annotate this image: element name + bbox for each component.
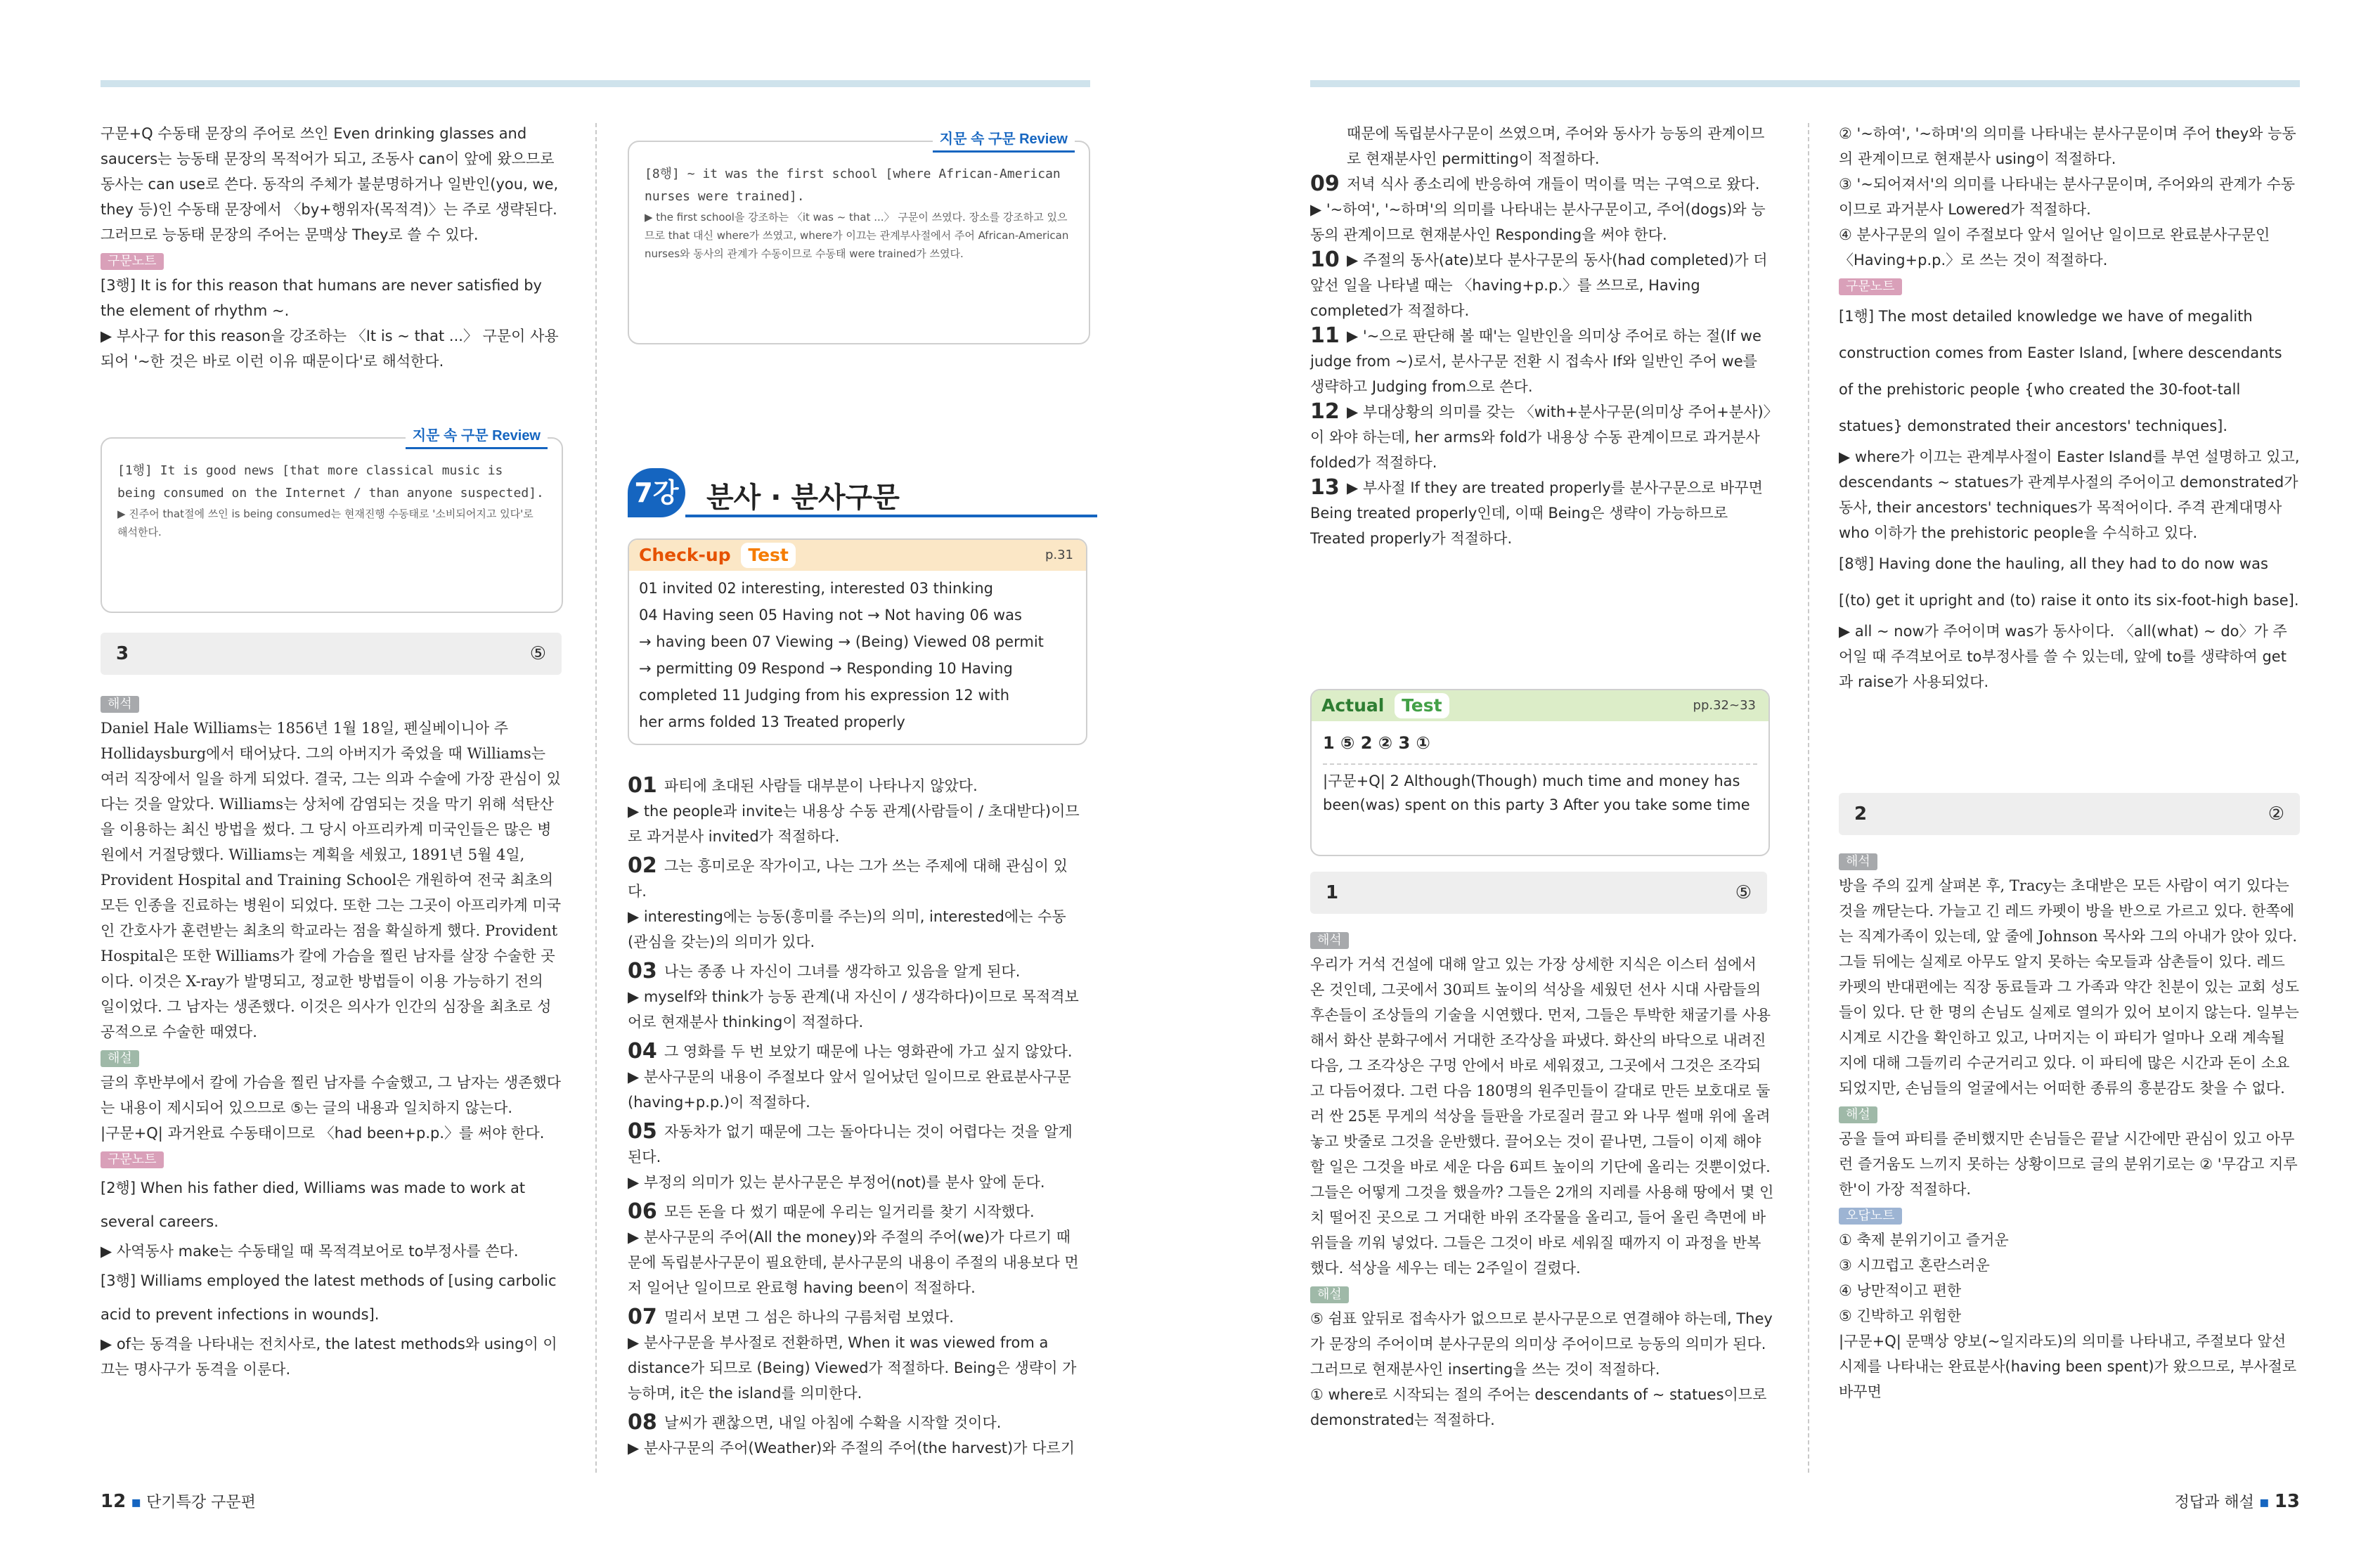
answer-bar-2	[1839, 793, 2300, 835]
right-column-divider	[1808, 123, 1809, 1473]
explanation-item: 06 모든 돈을 다 썼기 때문에 우리는 일거리를 찾기 시작했다. ▶ 분사구문의 주어(All the money)와 주절의 주어(we)가 다르기 때문에 독립분사구문이 필요한데, 분사구문의 내용이 주절의 내용보다 먼저 일어난 일이므로 완료형 having been이 적절하다.	[628, 1199, 1079, 1296]
passage-syntax-review-box-2	[628, 131, 1090, 344]
left-page-footer	[101, 1490, 256, 1512]
answer-bar-1	[1310, 872, 1767, 914]
left-page-column-1-lower	[101, 690, 562, 1382]
wrong-option: ③ 시끄럽고 혼란스러운	[1839, 1257, 1990, 1274]
checkup-page: p.31	[1045, 548, 1073, 562]
syntax-q-line: |구문+Q| 과거완료 수동태이므로 〈had been+p.p.〉를 써야 한다.	[101, 1125, 545, 1142]
explanation-item: 10 ▶ 주절의 동사(ate)보다 분사구문의 동사(had completed)가 더 앞선 일을 나타낼 때는 〈having+p.p.〉를 쓰므로, Having completed가 적절하다.	[1310, 247, 1768, 319]
answer-number: 2	[1854, 803, 1868, 825]
syntax-q-paragraph: 구문+Q 수동태 문장의 주어로 쓰인 Even drinking glasses and saucers는 능동태 문장의 목적어가 되고, 조동사 can이 앞에 왔으므로 동사는 can use로 쓴다. 동작의 주체가 불분명하거나 일반인(you, we, they 등)인 수동태 문장에서 〈by+행위자(목적격)〉는 주로 생략된다. 그러므로 능동태 문장의 주어는 문맥상 They로 쓸 수 있다.	[101, 125, 559, 243]
review-header: 지문 속 구문 Review	[406, 425, 548, 449]
syntax-note-tag-2: 구문노트	[101, 1151, 164, 1168]
checkup-header	[629, 540, 1086, 571]
syntax-note-line: [1행] The most detailed knowledge we have of megalith construction comes from Easter Island, [where descendants of the prehistoric people {who created the 30-foot-tall statues} demonstrated their ancestors' techniques].	[1839, 308, 2282, 434]
actual-test-box	[1310, 689, 1770, 856]
translation-tag: 해석	[1310, 932, 1349, 949]
left-page-top-bar	[101, 80, 1090, 87]
right-page-top-bar	[1310, 80, 2300, 87]
footer-dot: ▪	[131, 1494, 142, 1511]
chapter-number-badge: 7강	[628, 468, 685, 517]
explanation-item: 07 멀리서 보면 그 섬은 하나의 구름처럼 보였다. ▶ 분사구문을 부사절로 전환하면, When it was viewed from a distance가 되므로 (Being) Viewed가 적절하다. Being은 생략이 가능하며, it은 the island를 의미한다.	[628, 1305, 1077, 1402]
actual-header	[1312, 690, 1768, 721]
actual-title: Actual	[1321, 695, 1385, 716]
syntax-note-tag: 구문노트	[101, 253, 164, 270]
syntax-note-explanation: ▶ where가 이끄는 관계부사절이 Easter Island를 부연 설명하고 있고, descendants ~ statues가 관계부사절의 주어이고 demonstrated가 동사, their ancestors' techniques가 목적어이다. 주격 관계대명사 who 이하가 the prehistoric people을 수식하고 있다.	[1839, 448, 2300, 541]
explanation-item: 11 ▶ '~으로 판단해 볼 때'는 일반인을 의미상 주어로 하는 절(If we judge from ~)로서, 분사구문 전환 시 접속사 If와 일반인 주어 we를 생략하고 Judging from으로 쓴다.	[1310, 323, 1761, 395]
chapter-underline	[685, 515, 1097, 517]
page-number: 13	[2274, 1491, 2300, 1512]
option-explanation: ② '~하여', '~하며'의 의미를 나타내는 분사구문이며 주어 they와 능동의 관계이므로 현재분사 using이 적절하다.	[1839, 125, 2296, 167]
explanation-item: 01 파티에 초대된 사람들 대부분이 나타나지 않았다. ▶ the people과 invite는 내용상 수동 관계(사람들이 / 초대받다)이므로 과거분사 invited가 적절하다.	[628, 773, 1080, 845]
checkup-line: 04 Having seen 05 Having not → Not having 06 was	[639, 607, 1022, 624]
book-title: 단기특강 구문편	[146, 1494, 256, 1511]
chapter-heading	[628, 468, 1097, 520]
explanation-item: 02 그는 흥미로운 작가이고, 나는 그가 쓰는 주제에 대해 관심이 있다. ▶ interesting에는 능동(흥미를 주는)의 의미, interested에는 수동(관심을 갖는)의 의미가 있다.	[628, 853, 1068, 950]
explanation-item: 05 자동차가 없기 때문에 그는 돌아다니는 것이 어렵다는 것을 알게 된다. ▶ 부정의 의미가 있는 분사구문은 부정어(not)를 분사 앞에 둔다.	[628, 1119, 1073, 1191]
actual-sub: Test	[1395, 693, 1449, 718]
checkup-line: 01 invited 02 interesting, interested 03 thinking	[639, 580, 993, 597]
review-header: 지문 속 구문 Review	[933, 128, 1075, 153]
answer-value: ⑤	[529, 643, 546, 664]
answer-number: 3	[116, 643, 129, 664]
explanation-item: 04 그 영화를 두 번 보았기 때문에 나는 영화관에 가고 싶지 않았다. ▶ 분사구문의 내용이 주절보다 앞서 일어났던 일이므로 완료분사구문(having+p.p.)이 적절하다.	[628, 1039, 1073, 1111]
explanation-item: 09 저녁 식사 종소리에 반응하여 개들이 먹이를 먹는 구역으로 왔다. ▶ '~하여', '~하며'의 의미를 나타내는 분사구문이고, 주어(dogs)와 능동의 관계이므로 현재분사인 Responding을 써야 한다.	[1310, 172, 1766, 243]
translation-text: Daniel Hale Williams는 1856년 1월 18일, 펜실베이니아 주 Hollidaysburg에서 태어났다. 그의 아버지가 죽었을 때 Williams는 여러 직장에서 일을 하게 되었다. 결국, 그는 의과 수술에 가장 관심이 있다는 것을 알았다. Williams는 상처에 감염되는 것을 막기 위해 석탄산을 이용하는 최신 방법을 썼다. 그 당시 아프리카계 미국인들은 많은 병원에서 거절당했다. Williams는 계획을 세웠고, 1891년 5월 4일, Provident Hospital and Training School은 개원하여 전국 최초의 모든 인종을 진료하는 병원이 되었다. 또한 그는 그곳이 아프리카계 미국인 간호사가 훈련받는 최초의 학교라는 점을 확실하게 했다. Provident Hospital은 또한 Williams가 칼에 가슴을 찔린 남자를 살장 수술한 곳이다. 이것은 X-ray가 발명되고, 정교한 방법들이 이용 가능하기 전의 일이었다. 그 남자는 생존했다. 이것은 의사가 인간의 심장을 최초로 성공적으로 수술한 때였다.	[101, 720, 562, 1040]
syntax-note-line-2: [8행] Having done the hauling, all they had to do now was [(to) get it upright and (to) raise it onto its six-foot-high base].	[1839, 555, 2299, 609]
translation-tag: 해석	[1839, 853, 1877, 870]
explanation-text-1: ⑤ 쉼표 앞뒤로 접속사가 없으므로 분사구문으로 연결해야 하는데, They가 문장의 주어이며 분사구문의 의미상 주어이므로 능동의 의미가 된다. 그러므로 현재분사인 inserting을 쓰는 것이 적절하다.	[1310, 1310, 1773, 1378]
right-page-column-1-lower	[1310, 926, 1774, 1433]
explanation-text: 공을 들여 파티를 준비했지만 손님들은 끝날 시간에만 관심이 있고 아무런 즐거움도 느끼지 못하는 상황이므로 글의 분위기로는 ② '무감고 지루한'이 가장 적절하다.	[1839, 1130, 2298, 1198]
syntax-q-line: |구문+Q| 문맥상 양보(~일지라도)의 의미를 나타내고, 주절보다 앞선 시제를 나타내는 완료분사(having been spent)가 왔으므로, 부사절로 바꾸면	[1839, 1333, 2297, 1400]
syntax-note-exp-2: ▶ 사역동사 make는 수동태일 때 목적격보어로 to부정사를 쓴다.	[101, 1243, 519, 1260]
answer-bar-3	[101, 633, 562, 675]
explanation-text-2: ① where로 시작되는 절의 주어는 descendants of ~ statues이므로 demonstrated는 적절하다.	[1310, 1386, 1767, 1428]
checkup-line: her arms folded 13 Treated properly	[639, 713, 905, 730]
wrong-option: ④ 낭만적이고 편한	[1839, 1282, 1962, 1299]
actual-divider	[1323, 763, 1757, 765]
answer-value: ⑤	[1735, 882, 1752, 903]
passage-syntax-review-box-1	[101, 428, 563, 613]
explanation-tag: 해설	[1839, 1106, 1877, 1123]
checkup-line: → having been 07 Viewing → (Being) Viewed 08 permit	[639, 633, 1044, 650]
page-number: 12	[101, 1491, 127, 1512]
checkup-test-box	[628, 538, 1087, 745]
answer-value: ②	[2268, 803, 2284, 825]
translation-tag: 해석	[101, 696, 139, 713]
checkup-line: completed 11 Judging from his expression 12 with	[639, 687, 1010, 704]
explanation-item: 12 ▶ 부대상황의 의미를 갖는 〈with+분사구문(의미상 주어+분사)〉이 와야 하는데, her arms와 fold가 내용상 수동 관계이므로 과거분사 folded가 적절하다.	[1310, 399, 1771, 471]
left-column-divider	[595, 123, 597, 1473]
syntax-note-line-3: [3행] Williams employed the latest methods of [using carbolic acid to prevent infections in wounds].	[101, 1272, 557, 1323]
actual-answers: 1 ⑤ 2 ② 3 ①	[1323, 733, 1430, 753]
syntax-note-explanation-2: ▶ all ~ now가 주어이며 was가 동사이다. 〈all(what) ~ do〉가 주어일 때 주격보어로 to부정사를 쓸 수 있는데, 앞에 to를 생략하여 get과 raise가 사용되었다.	[1839, 623, 2287, 690]
syntax-note-line: [3행] It is for this reason that humans are never satisfied by the element of rhythm ~.	[101, 277, 542, 319]
answer-number: 1	[1326, 882, 1339, 903]
footer-dot: ▪	[2258, 1494, 2270, 1511]
checkup-sub: Test	[741, 543, 796, 568]
wrong-option: ⑤ 긴박하고 위험한	[1839, 1307, 1962, 1324]
option-explanation: ④ 분사구문의 일이 주절보다 앞서 일어난 일이므로 완료분사구문인 〈Having+p.p.〉로 쓰는 것이 적절하다.	[1839, 226, 2270, 269]
checkup-explanations	[628, 773, 1085, 1461]
right-page-column-2	[1839, 121, 2300, 695]
explanation-item: 03 나는 종종 나 자신이 그녀를 생각하고 있음을 알게 된다. ▶ myself와 think가 능동 관계(내 자신이 / 생각하다)이므로 목적격보어로 현재분사 thinking이 적절하다.	[628, 959, 1079, 1031]
syntax-note-line-2: [2행] When his father died, Williams was made to work at several careers.	[101, 1180, 526, 1230]
option-explanation: ③ '~되어져서'의 의미를 나타내는 분사구문이며, 주어와의 관계가 수동이므로 과거분사 Lowered가 적절하다.	[1839, 176, 2296, 218]
right-page-column-2-lower	[1839, 848, 2300, 1404]
syntax-note-tag: 구문노트	[1839, 278, 1902, 295]
right-page-footer	[2175, 1490, 2300, 1512]
continued-text: 때문에 독립분사구문이 쓰였으며, 주어와 동사가 능동의 관계이므로 현재분사인 permitting이 적절하다.	[1347, 125, 1765, 167]
checkup-line: → permitting 09 Respond → Responding 10 Having	[639, 660, 1013, 677]
syntax-note-exp-3: ▶ of는 동격을 나타내는 전치사로, the latest methods와 using이 이끄는 명사구가 동격을 이룬다.	[101, 1336, 557, 1378]
review-explanation: ▶ the first school을 강조하는 〈it was ~ that ...〉 구문이 쓰였다. 장소를 강조하고 있으므로 that 대신 where가 쓰였고, where가 이끄는 관계부사절에서 주어 African-American nurses와 동사의 관계가 수동이므로 수동태 were trained가 쓰였다.	[645, 211, 1069, 260]
explanation-tag: 해설	[101, 1050, 139, 1067]
translation-text: 우리가 거석 건설에 대해 알고 있는 가장 상세한 지식은 이스터 섬에서 온 것인데, 그곳에서 30피트 높이의 석상을 세웠던 선사 시대 사람들의 후손들이 조상들의 기술을 시연했다. 먼저, 그들은 투박한 채굴기를 사용해서 화산 분화구에서 거대한 조각상을 파냈다. 화산의 바닥으로 내려진 다음, 그 조각상은 구멍 안에서 바로 세워졌고, 그곳에서 그것은 조각되고 다듬어졌다. 그런 다음 180명의 원주민들이 갈대로 만든 보호대로 둘러 싼 25톤 무게의 석상을 들판을 가로질러 끌고 와 나무 썰매 위에 올려놓고 밧줄로 그것을 운반했다. 끌어오는 것이 끝나면, 그들이 이제 해야 할 일은 그것을 바로 세운 다음 6피트 높이의 기단에 올리는 것뿐이었다. 그들은 어떻게 그것을 했을까? 그들은 2개의 지레를 사용해 땅에서 몇 인치 떨어진 곳으로 그 거대한 바위 조각물을 올리고, 들어 올린 측면에 바위들을 끼워 넣었다. 그들은 그것이 바로 세워질 때까지 이 과정을 반복했다. 석상을 세우는 데는 2주일이 걸렸다.	[1310, 956, 1774, 1277]
footer-title: 정답과 해설	[2174, 1494, 2254, 1511]
explanation-item: 08 날씨가 괜찮으면, 내일 아침에 수확을 시작할 것이다. ▶ 분사구문의 주어(Weather)와 주절의 주어(the harvest)가 다르기	[628, 1410, 1075, 1457]
chapter-title: 분사 · 분사구문	[706, 482, 900, 514]
explanation-text: 글의 후반부에서 칼에 가슴을 찔린 남자를 수술했고, 그 남자는 생존했다는 내용이 제시되어 있으므로 ⑤는 글의 내용과 일치하지 않는다.	[101, 1074, 562, 1116]
review-explanation: ▶ 진주어 that절에 쓰인 is being consumed는 현재진행 수동태로 '소비되어지고 있다'로 해석한다.	[117, 508, 533, 538]
explanation-item: 13 ▶ 부사절 If they are treated properly를 분사구문으로 바꾸면 Being treated properly인데, 이때 Being은 생략이 가능하므로 Treated properly가 적절하다.	[1310, 475, 1763, 547]
checkup-answers	[639, 575, 1076, 735]
wrong-answer-note-tag: 오답노트	[1839, 1208, 1902, 1225]
explanation-tag: 해설	[1310, 1286, 1349, 1303]
actual-q: |구문+Q| 2 Although(Though) much time and money has been(was) spent on this party 3 After you take some time	[1323, 773, 1750, 813]
right-page-column-1	[1310, 121, 1774, 551]
review-sentence: [8행] ~ it was the first school [where African-American nurses were trained].	[645, 167, 1061, 204]
checkup-title: Check-up	[639, 545, 731, 565]
review-sentence: [1행] It is good news [that more classical music is being consumed on the Internet / than anyone suspected].	[117, 463, 544, 500]
wrong-option: ① 축제 분위기이고 즐거운	[1839, 1232, 2009, 1248]
left-page-column-1	[101, 121, 562, 374]
syntax-note-explanation: ▶ 부사구 for this reason을 강조하는 〈It is ~ that ...〉 구문이 사용되어 '~한 것은 바로 이런 이유 때문이다'로 해석한다.	[101, 328, 559, 370]
translation-text: 방을 주의 깊게 살펴본 후, Tracy는 초대받은 모든 사람이 여기 있다는 것을 깨닫는다. 가늘고 긴 레드 카펫이 방을 반으로 가르고 있다. 한쪽에는 직계가족이 있는데, 앞 줄에 Johnson 목사와 그의 아내가 앉아 있다. 그들 뒤에는 실제로 아무도 알지 못하는 숙모들과 삼촌들이 있다. 레드 카펫의 반대편에는 직장 동료들과 그 가족과 약간 친분이 있는 교회 성도들이 있다. 단 한 명의 손님도 실제로 열의가 있어 보이지 않는다. 일부는 시계로 시간을 확인하고 있고, 나머지는 이 파티가 얼마나 오래 계속될 지에 대해 그들끼리 수군거리고 있다. 이 파티에 많은 시간과 돈이 소요되었지만, 손님들의 얼굴에서는 어떠한 종류의 흥분감도 찾을 수 없다.	[1839, 877, 2300, 1097]
actual-page: pp.32~33	[1693, 698, 1756, 713]
